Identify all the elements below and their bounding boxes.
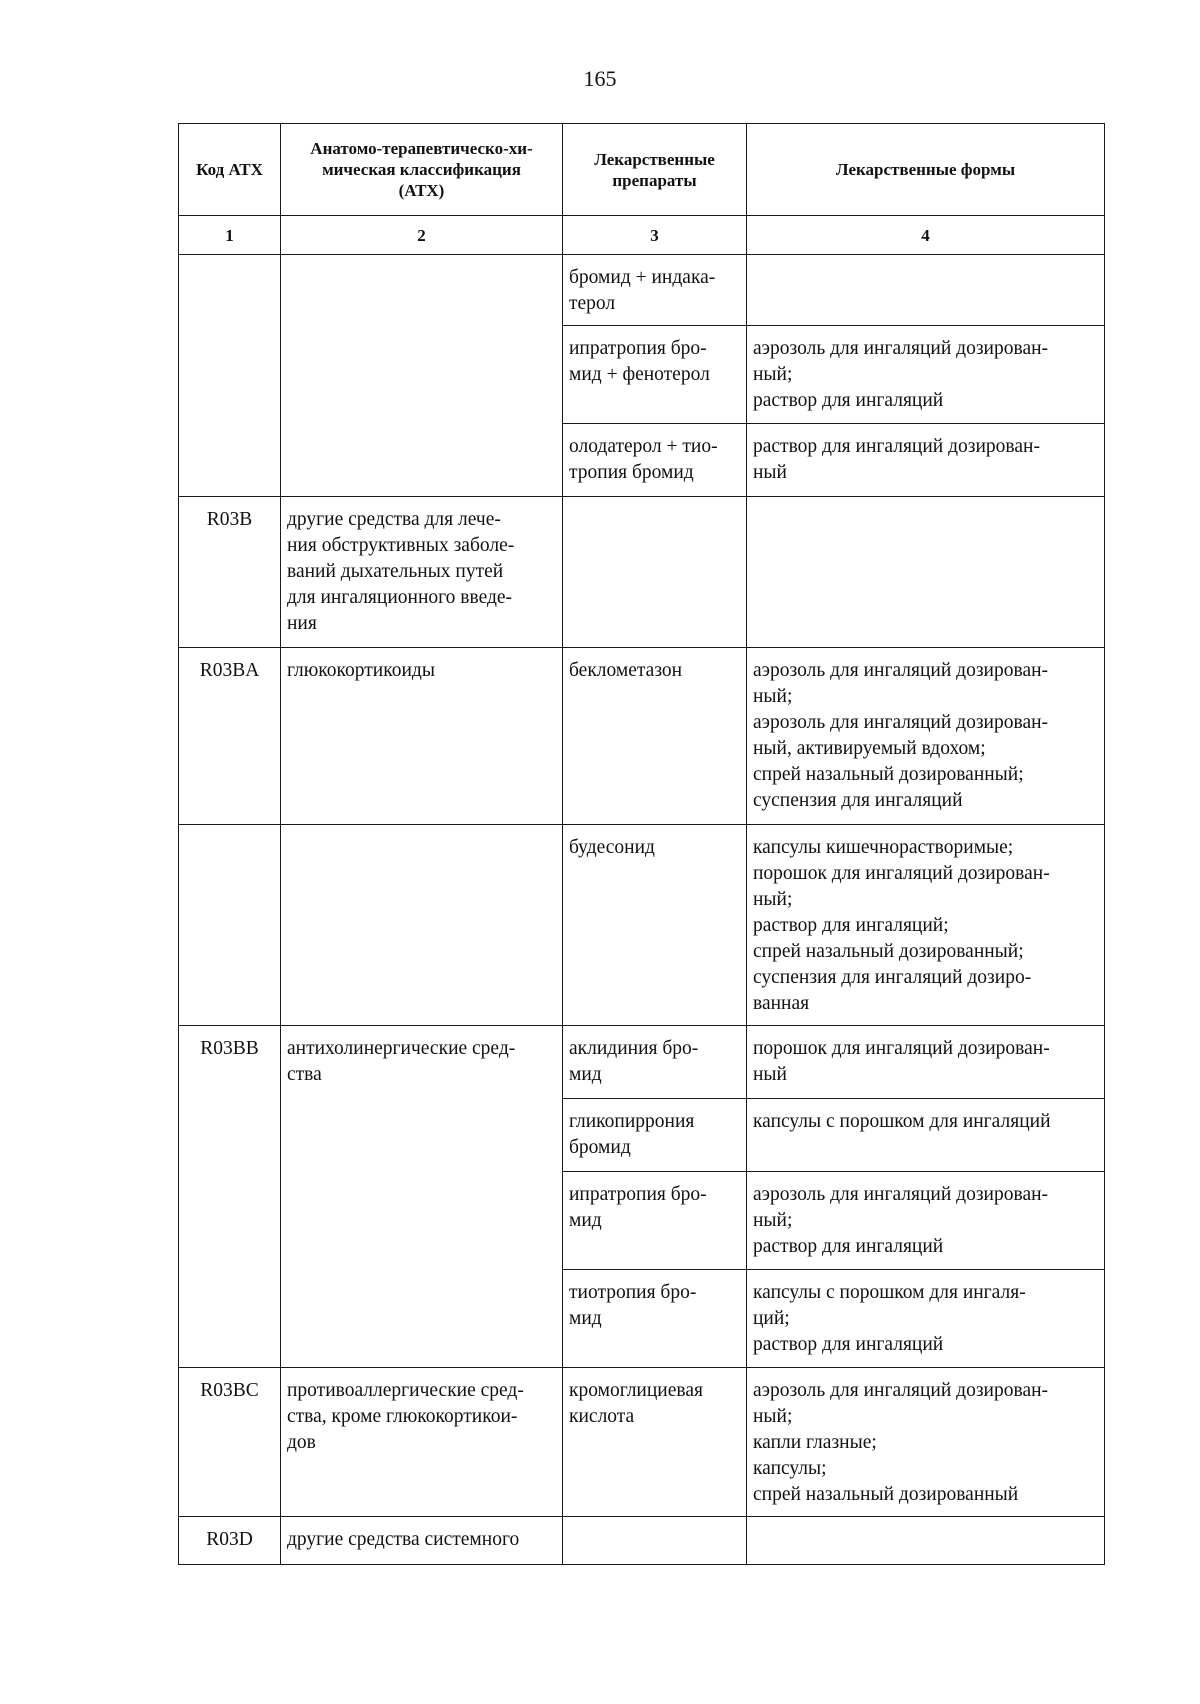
table-row [179, 1368, 1105, 1517]
class-cell [281, 825, 563, 1026]
drug-cell [563, 424, 747, 497]
forms-cell [747, 1026, 1105, 1099]
drug-line: тропия бромид [569, 462, 694, 483]
drug-line: ипратропия бро- [569, 338, 707, 359]
form-line: ный, активируемый вдохом; [753, 738, 986, 759]
drug-line: мид [569, 1064, 602, 1085]
form-line: ный [753, 462, 787, 483]
form-line: ный; [753, 686, 793, 707]
header-line: (АТХ) [398, 181, 445, 200]
forms-cell [747, 255, 1105, 326]
drug-line: кромоглициевая [569, 1380, 703, 1401]
form-line: аэрозоль для ингаляций дозирован- [753, 660, 1049, 681]
drug-cell [563, 1026, 747, 1099]
code-cell [179, 255, 281, 497]
header-line: препараты [612, 170, 697, 190]
page-number: 165 [583, 66, 617, 91]
form-line: раствор для ингаляций [753, 1334, 944, 1355]
header-row [179, 124, 1105, 216]
class-cell [281, 648, 563, 825]
forms-cell [747, 1099, 1105, 1172]
column-number-row [179, 216, 1105, 255]
form-line: ций; [753, 1308, 790, 1329]
form-line: ный; [753, 1210, 793, 1231]
form-line: капли глазные; [753, 1432, 877, 1453]
table-row [179, 648, 1105, 825]
form-line: суспензия для ингаляций [753, 790, 963, 811]
form-line: капсулы с порошком для ингаляций [753, 1111, 1051, 1132]
table-row [179, 255, 1105, 326]
drug-cell [563, 497, 747, 648]
form-line: ный [753, 1064, 787, 1085]
header-classification [281, 124, 563, 216]
code-cell: R03BB [179, 1026, 281, 1368]
drug-cell [563, 825, 747, 1026]
drug-cell [563, 1517, 747, 1565]
drug-cell [563, 1099, 747, 1172]
forms-cell [747, 1270, 1105, 1368]
atx-table [178, 123, 1105, 1565]
table-row [179, 497, 1105, 648]
form-line: ный; [753, 1406, 793, 1427]
class-line: глюкокортикоиды [287, 660, 435, 681]
drug-line: тиотропия бро- [569, 1282, 697, 1303]
form-line: аэрозоль для ингаляций дозирован- [753, 338, 1049, 359]
class-line: другие средства системного [287, 1529, 520, 1550]
form-line: ный; [753, 889, 793, 910]
class-line: ваний дыхательных путей [287, 561, 504, 582]
forms-cell [747, 497, 1105, 648]
class-cell [281, 1517, 563, 1565]
form-line: капсулы; [753, 1458, 827, 1479]
header-line: Анатомо-терапевтическо-хи- [310, 139, 533, 158]
forms-cell [747, 1172, 1105, 1270]
forms-cell [747, 1517, 1105, 1565]
drug-line: аклидиния бро- [569, 1038, 699, 1059]
form-line: аэрозоль для ингаляций дозирован- [753, 1380, 1049, 1401]
form-line: порошок для ингаляций дозирован- [753, 863, 1050, 884]
class-cell [281, 255, 563, 497]
code-cell: R03BC [179, 1368, 281, 1517]
drug-cell [563, 1172, 747, 1270]
forms-cell [747, 825, 1105, 1026]
form-line: спрей назальный дозированный; [753, 941, 1024, 962]
drug-line: мид [569, 1210, 602, 1231]
code-cell: R03D [179, 1517, 281, 1565]
drug-line: мид + фенотерол [569, 364, 710, 385]
class-line: антихолинергические сред- [287, 1038, 516, 1059]
drug-line: ипратропия бро- [569, 1184, 707, 1205]
column-number: 3 [563, 216, 747, 255]
drug-cell [563, 255, 747, 326]
forms-cell [747, 326, 1105, 424]
drug-line: гликопиррония [569, 1111, 695, 1132]
class-line: ния [287, 613, 317, 634]
header-code: Код АТХ [179, 124, 281, 216]
column-number: 4 [747, 216, 1105, 255]
drug-line: бромид [569, 1137, 631, 1158]
code-cell: R03BA [179, 648, 281, 825]
table-header [179, 124, 1105, 255]
table-row [179, 1517, 1105, 1565]
class-line: ния обструктивных заболе- [287, 535, 515, 556]
class-line: ства [287, 1064, 322, 1085]
drug-cell [563, 1270, 747, 1368]
column-number: 2 [281, 216, 563, 255]
code-cell: R03B [179, 497, 281, 648]
drug-line: кислота [569, 1406, 635, 1427]
form-line: капсулы с порошком для ингаля- [753, 1282, 1026, 1303]
form-line: суспензия для ингаляций дозиро- [753, 967, 1032, 988]
form-line: раствор для ингаляций дозирован- [753, 436, 1040, 457]
class-line: другие средства для лече- [287, 509, 501, 530]
form-line: спрей назальный дозированный; [753, 764, 1024, 785]
forms-cell [747, 424, 1105, 497]
form-line: ный; [753, 364, 793, 385]
header-line: Лекарственные [594, 149, 715, 169]
form-line: ванная [753, 993, 810, 1014]
drug-cell [563, 326, 747, 424]
class-line: ства, кроме глюкокортикои- [287, 1406, 518, 1427]
drug-line: олодатерол + тио- [569, 436, 718, 457]
class-line: дов [287, 1432, 316, 1453]
forms-cell [747, 648, 1105, 825]
table-body [179, 255, 1105, 1565]
form-line: аэрозоль для ингаляций дозирован- [753, 1184, 1049, 1205]
table-row [179, 1026, 1105, 1099]
table-row [179, 825, 1105, 1026]
drug-line: мид [569, 1308, 602, 1329]
header-drugs [563, 124, 747, 216]
drug-line: будесонид [569, 837, 655, 858]
form-line: аэрозоль для ингаляций дозирован- [753, 712, 1049, 733]
form-line: спрей назальный дозированный [753, 1484, 1019, 1505]
class-cell [281, 497, 563, 648]
class-line: противоаллергические сред- [287, 1380, 524, 1401]
form-line: капсулы кишечнорастворимые; [753, 837, 1014, 858]
forms-cell [747, 1368, 1105, 1517]
code-cell [179, 825, 281, 1026]
form-line: раствор для ингаляций [753, 1236, 944, 1257]
class-cell [281, 1368, 563, 1517]
class-line: для ингаляционного введе- [287, 587, 513, 608]
drug-cell [563, 648, 747, 825]
drug-cell [563, 1368, 747, 1517]
header-forms: Лекарственные формы [747, 124, 1105, 216]
drug-line: терол [569, 293, 616, 314]
header-line: мическая классификация [322, 160, 521, 179]
form-line: раствор для ингаляций; [753, 915, 949, 936]
drug-line: бромид + индака- [569, 267, 716, 288]
form-line: раствор для ингаляций [753, 390, 944, 411]
column-number: 1 [179, 216, 281, 255]
drug-line: беклометазон [569, 660, 683, 681]
form-line: порошок для ингаляций дозирован- [753, 1038, 1050, 1059]
class-cell [281, 1026, 563, 1368]
